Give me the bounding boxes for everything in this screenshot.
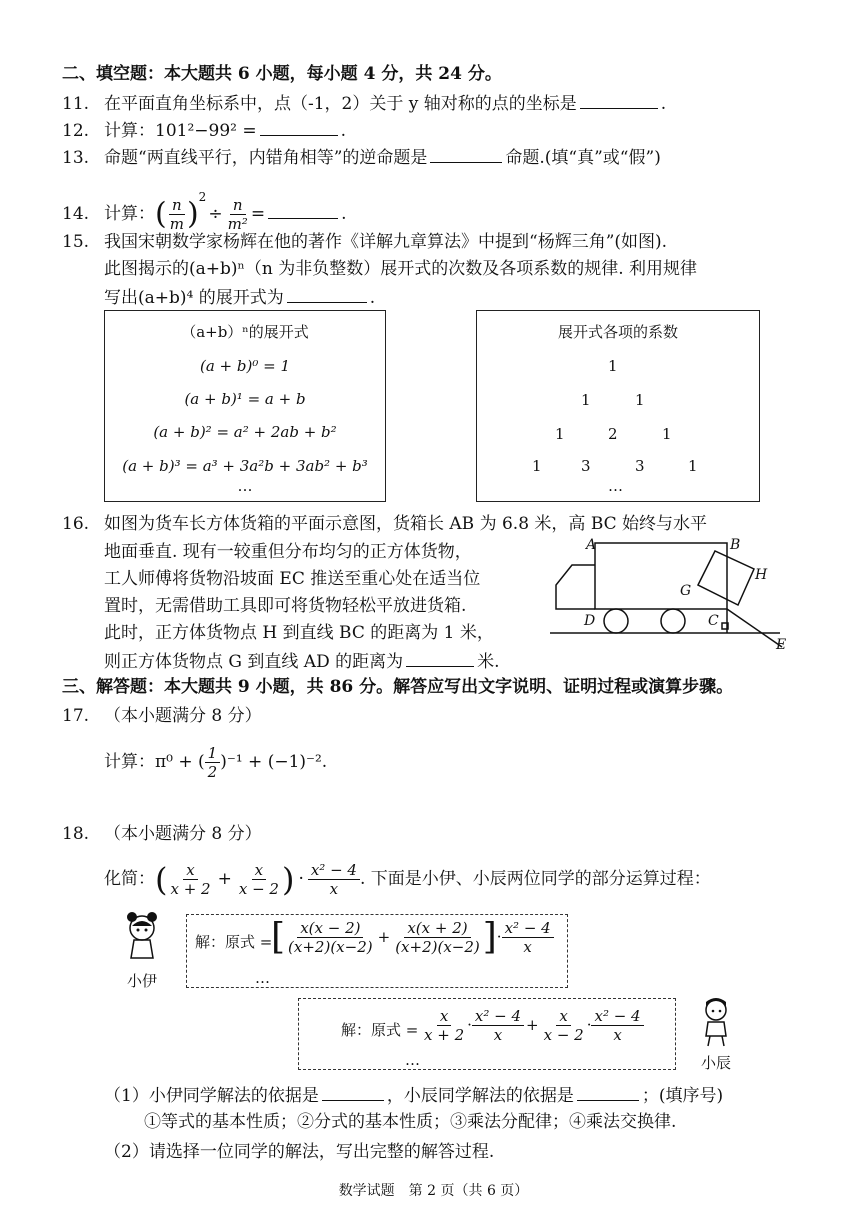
coefficient: 3	[635, 457, 645, 475]
question-tail: 命题.(填“真”或“假”)	[505, 148, 661, 168]
question-16-line2: 地面垂直. 现有一较重但分布均匀的正方体货物，	[104, 542, 472, 562]
question-text: 写出(a+b)⁴ 的展开式为	[104, 288, 284, 308]
fraction: $\frac{n}{\text{m²}}$	[227, 196, 248, 233]
label-b: B	[730, 537, 741, 553]
expansion-box	[104, 310, 386, 502]
question-18	[62, 822, 262, 846]
xiaochen-avatar	[698, 996, 734, 1048]
answer-blank	[577, 1082, 639, 1101]
coefficient: 3	[581, 457, 591, 475]
xiaoyi-dots: …	[255, 969, 270, 987]
cargo-box-outline	[595, 543, 727, 609]
answer-blank	[322, 1082, 384, 1101]
question-number: 11.	[62, 94, 90, 114]
slope-line	[727, 609, 782, 647]
coefficient: 1	[662, 425, 672, 443]
coefficient: 1	[581, 391, 591, 409]
box-title: （a+b）ⁿ的展开式	[181, 323, 309, 341]
label-c: C	[708, 613, 719, 629]
xiaoyi-expression: [ $\frac{x(x - 2)}{(x+2)(x-2)}$ + $\frac{x(x + 2)}{(x+2)(x-2)}$ ]· $\frac{\text{x² − 4}}{x}$	[271, 919, 554, 956]
label-h: H	[755, 567, 768, 583]
label-g: G	[680, 583, 692, 599]
wheel	[661, 609, 685, 633]
coefficient: …	[608, 477, 623, 495]
punct: .	[340, 121, 347, 141]
question-16-line4: 置时，无需借助工具即可将货物轻松平放进货箱.	[104, 596, 467, 616]
coefficient: 1	[608, 357, 618, 375]
question-text: 计算：101²−99² =	[104, 121, 257, 141]
xiaochen-dots: …	[405, 1051, 420, 1069]
coefficient: 1	[635, 391, 645, 409]
score-note: （本小题满分 8 分）	[104, 706, 262, 726]
question-number: 18.	[62, 824, 90, 844]
question-18-sub2: （2）请选择一位同学的解法，写出完整的解答过程.	[104, 1142, 495, 1162]
xiaochen-solution-box	[298, 998, 676, 1070]
question-18-options: ①等式的基本性质；②分式的基本性质；③乘法分配律；④乘法交换律.	[144, 1112, 677, 1132]
question-text: 则正方体货物点 G 到直线 AD 的距离为	[104, 652, 404, 672]
answer-blank	[430, 144, 502, 163]
question-17-expression: 计算：π⁰ + ( $\frac{1}{2}$ )⁻¹ + (−1)⁻².	[104, 744, 328, 781]
xiaoyi-label: 解：原式 =	[195, 933, 273, 951]
question-number: 17.	[62, 706, 90, 726]
coefficient: 1	[532, 457, 542, 475]
question-15-line3: 写出(a+b)⁴ 的展开式为 .	[104, 284, 375, 310]
xiaoyi-avatar	[122, 910, 162, 966]
coefficient: 1	[555, 425, 565, 443]
question-number: 15.	[62, 232, 90, 252]
expansion-row: (a + b)² = a² + 2ab + b²	[153, 423, 337, 441]
expansion-row: (a + b)¹ = a + b	[184, 390, 306, 408]
xiaoyi-name: 小伊	[126, 972, 157, 990]
question-text: 我国宋朝数学家杨辉在他的著作《详解九章算法》中提到“杨辉三角”(如图).	[104, 232, 668, 252]
question-text: 计算：	[104, 204, 155, 224]
question-18-expression: 化简：( $\frac{x}{x + 2}$ + $\frac{x}{x - 2}$ ) · $\frac{\text{x² − 4}}{x}$ . 下面是小伊、小辰两位同学的部分运算过程：	[104, 860, 711, 899]
question-16-line1	[62, 512, 707, 536]
xiaochen-name: 小辰	[700, 1054, 731, 1072]
question-11	[62, 90, 666, 116]
label-a: A	[586, 537, 597, 553]
question-17	[62, 704, 262, 728]
punct: .	[660, 94, 667, 114]
question-16-line6: 则正方体货物点 G 到直线 AD 的距离为 米.	[104, 648, 500, 674]
wheel	[604, 609, 628, 633]
question-16-line3: 工人师傅将货物沿坡面 EC 推送至重心处在适当位	[104, 569, 481, 589]
answer-blank	[268, 200, 338, 219]
fraction: $\frac{n}{m}$	[169, 196, 184, 233]
xiaochen-expression: $\frac{x}{x + 2}$ · $\frac{\text{x² − 4}}{x}$ + $\frac{x}{x - 2}$ · $\frac{\text{x² − 4}}{x}$	[421, 1007, 644, 1044]
truck-cab	[556, 565, 595, 609]
expansion-row: (a + b)³ = a³ + 3a²b + 3ab² + b³	[122, 457, 368, 475]
question-text: 如图为货车长方体货箱的平面示意图，货箱长 AB 为 6.8 米，高 BC 始终与水平	[104, 514, 708, 534]
question-text: 命题“两直线平行，内错角相等”的逆命题是	[104, 148, 428, 168]
question-number: 14.	[62, 204, 90, 224]
question-14: 14. 计算：( $\frac{n}{m}$ )$^2$÷ $\frac{n}{\text{m²}}$ = .	[62, 172, 346, 222]
section-2-title: 二、填空题：本大题共 6 小题，每小题 4 分，共 24 分。	[62, 64, 502, 84]
expansion-row: …	[237, 477, 253, 495]
question-15-line2: 此图揭示的(a+b)ⁿ（n 为非负整数）展开式的次数及各项系数的规律. 利用规律	[104, 259, 698, 279]
answer-blank	[260, 117, 338, 136]
truck-diagram	[550, 535, 810, 655]
coefficient: 2	[608, 425, 618, 443]
section-3-title: 三、解答题：本大题共 9 小题，共 86 分。解答应写出文字说明、证明过程或演算步骤。	[62, 677, 734, 697]
coefficient-box	[476, 310, 760, 502]
xiaoyi-solution-box	[186, 914, 568, 988]
score-note: （本小题满分 8 分）	[104, 824, 262, 844]
answer-blank	[287, 284, 367, 303]
question-number: 13.	[62, 148, 90, 168]
question-16-line5: 此时，正方体货物点 H 到直线 BC 的距离为 1 米，	[104, 623, 494, 643]
question-number: 12.	[62, 121, 90, 141]
box-title: 展开式各项的系数	[557, 323, 678, 341]
label-d: D	[584, 613, 596, 629]
expansion-row: (a + b)⁰ = 1	[199, 357, 290, 375]
question-18-sub1: （1）小伊同学解法的依据是 ，小辰同学解法的依据是 ；(填序号)	[104, 1082, 723, 1108]
fraction-half: $\frac{1}{2}$	[205, 744, 221, 781]
question-15-line1	[62, 230, 667, 254]
label-e: E	[776, 637, 787, 653]
page-footer: 数学试题 第 2 页（共 6 页）	[338, 1183, 529, 1199]
question-text: 在平面直角坐标系中，点（-1，2）关于 y 轴对称的点的坐标是	[104, 94, 577, 114]
coefficient: 1	[688, 457, 698, 475]
cube-cargo	[698, 551, 754, 605]
answer-blank	[580, 90, 658, 109]
question-12	[62, 117, 346, 143]
question-number: 16.	[62, 514, 90, 534]
answer-blank	[406, 648, 474, 667]
xiaochen-label: 解：原式 =	[341, 1021, 419, 1039]
question-13	[62, 144, 661, 170]
